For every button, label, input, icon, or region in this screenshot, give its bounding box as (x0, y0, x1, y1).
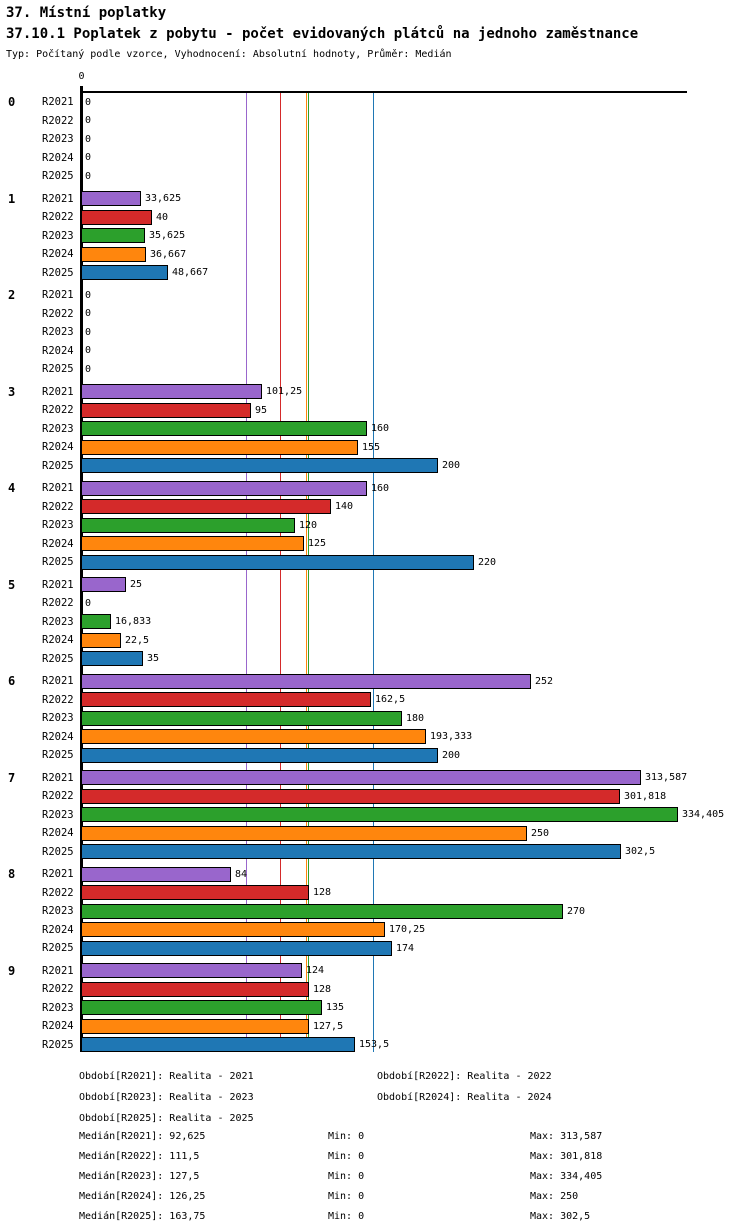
min-stat: Min: 0 (328, 1211, 365, 1222)
series-row-label: R2024 (42, 923, 74, 936)
series-row-label: R2021 (42, 771, 74, 784)
bar (81, 922, 385, 937)
bar (81, 789, 620, 804)
report-section-title: 37. Místní poplatky (6, 5, 167, 21)
bar-row (0, 1036, 750, 1055)
max-stat: Max: 313,587 (530, 1131, 603, 1142)
group-label: 6 (8, 674, 16, 689)
bar (81, 770, 641, 785)
series-row-label: R2022 (42, 597, 74, 610)
value-label: 200 (442, 460, 461, 472)
bar-row (0, 650, 750, 669)
bar-group-1 (0, 190, 750, 283)
bar-row (0, 264, 750, 283)
bar (81, 247, 146, 262)
series-row-label: R2023 (42, 326, 74, 339)
series-row-label: R2023 (42, 808, 74, 821)
bar-group-9 (0, 962, 750, 1055)
value-label: 36,667 (150, 248, 187, 260)
group-label: 0 (8, 95, 16, 110)
bar-group-3 (0, 383, 750, 476)
min-stat: Min: 0 (328, 1151, 365, 1162)
group-label: 8 (8, 867, 16, 882)
series-row-label: R2025 (42, 1038, 74, 1051)
bar-row (0, 167, 750, 186)
series-row-label: R2021 (42, 289, 74, 302)
group-label: 7 (8, 770, 16, 785)
bar (81, 210, 152, 225)
bar (81, 729, 426, 744)
series-row-label: R2021 (42, 482, 74, 495)
median-stat: Medián[R2021]: 92,625 (79, 1131, 206, 1142)
max-stat: Max: 301,818 (530, 1151, 603, 1162)
series-row-label: R2021 (42, 192, 74, 205)
bar-row (0, 227, 750, 246)
bar (81, 711, 402, 726)
max-stat: Max: 250 (530, 1191, 579, 1202)
value-label: 135 (326, 1002, 345, 1014)
bar-row (0, 420, 750, 439)
series-row-label: R2022 (42, 983, 74, 996)
value-label: 160 (371, 482, 390, 494)
value-label: 0 (85, 96, 92, 108)
bar-row (0, 383, 750, 402)
group-label: 9 (8, 963, 16, 978)
value-label: 270 (567, 905, 586, 917)
median-stat: Medián[R2022]: 111,5 (79, 1151, 200, 1162)
bar-row (0, 884, 750, 903)
value-label: 0 (85, 152, 92, 164)
value-label: 33,625 (145, 193, 182, 205)
bar-row (0, 112, 750, 131)
bar (81, 904, 563, 919)
series-row-label: R2022 (42, 307, 74, 320)
chart-meta-info: Typ: Počítaný podle vzorce, Vyhodnocení: Absolutní hodnoty, Průměr: Medián (6, 49, 452, 60)
value-label: 48,667 (172, 267, 209, 279)
series-row-label: R2025 (42, 556, 74, 569)
bar-row (0, 149, 750, 168)
bar-row (0, 787, 750, 806)
period-legend-item: Období[R2025]: Realita - 2025 (79, 1113, 254, 1124)
bar (81, 555, 474, 570)
bar-row (0, 438, 750, 457)
bar-row (0, 999, 750, 1018)
bar-group-6 (0, 672, 750, 765)
series-row-label: R2024 (42, 1020, 74, 1033)
bar-row (0, 323, 750, 342)
series-row-label: R2023 (42, 615, 74, 628)
series-row-label: R2023 (42, 519, 74, 532)
bar (81, 692, 371, 707)
bar-row (0, 769, 750, 788)
value-label: 313,587 (645, 772, 688, 784)
value-label: 252 (535, 675, 554, 687)
bar (81, 499, 331, 514)
group-label: 5 (8, 577, 16, 592)
value-label: 25 (130, 579, 143, 591)
bar-row (0, 1017, 750, 1036)
bar-row (0, 962, 750, 981)
series-row-label: R2022 (42, 211, 74, 224)
series-row-label: R2022 (42, 886, 74, 899)
bar-row (0, 613, 750, 632)
stats-row (79, 1187, 739, 1207)
min-stat: Min: 0 (328, 1191, 365, 1202)
value-label: 128 (313, 983, 332, 995)
bar-row (0, 728, 750, 747)
series-row-label: R2025 (42, 942, 74, 955)
bar (81, 1019, 309, 1034)
bar-row (0, 342, 750, 361)
value-label: 124 (306, 965, 325, 977)
bar-group-2 (0, 286, 750, 379)
series-row-label: R2025 (42, 845, 74, 858)
period-legend (79, 1066, 739, 1129)
value-label: 302,5 (625, 846, 656, 858)
bar-row (0, 130, 750, 149)
period-legend-item: Období[R2021]: Realita - 2021 (79, 1071, 254, 1082)
value-label: 153,5 (359, 1039, 390, 1051)
period-legend-item: Období[R2024]: Realita - 2024 (377, 1092, 552, 1103)
bar-row (0, 457, 750, 476)
value-label: 170,25 (389, 924, 426, 936)
bar-row (0, 245, 750, 264)
bar-row (0, 576, 750, 595)
bar-row (0, 824, 750, 843)
bar (81, 807, 678, 822)
bar (81, 518, 295, 533)
series-row-label: R2024 (42, 248, 74, 261)
bar-row (0, 746, 750, 765)
bar-row (0, 208, 750, 227)
value-label: 84 (235, 868, 248, 880)
series-row-label: R2023 (42, 133, 74, 146)
stats-row (79, 1127, 739, 1147)
min-stat: Min: 0 (328, 1131, 365, 1142)
bar (81, 748, 438, 763)
bar-row (0, 93, 750, 112)
value-label: 200 (442, 749, 461, 761)
series-row-label: R2024 (42, 730, 74, 743)
bar (81, 963, 302, 978)
series-row-label: R2025 (42, 749, 74, 762)
bar (81, 458, 438, 473)
bar (81, 228, 145, 243)
bar-row (0, 535, 750, 554)
bar (81, 577, 126, 592)
series-row-label: R2023 (42, 422, 74, 435)
value-label: 101,25 (266, 386, 303, 398)
value-label: 0 (85, 326, 92, 338)
bar-row (0, 921, 750, 940)
bar-row (0, 594, 750, 613)
bar (81, 982, 309, 997)
bar-group-7 (0, 769, 750, 862)
group-label: 3 (8, 384, 16, 399)
bar-row (0, 479, 750, 498)
max-stat: Max: 302,5 (530, 1211, 591, 1222)
value-label: 0 (85, 115, 92, 127)
bar-row (0, 939, 750, 958)
value-label: 0 (85, 308, 92, 320)
series-row-label: R2023 (42, 229, 74, 242)
group-label: 2 (8, 288, 16, 303)
bar-group-0 (0, 93, 750, 186)
bar (81, 191, 141, 206)
series-row-label: R2021 (42, 964, 74, 977)
value-label: 155 (362, 441, 381, 453)
bar (81, 384, 262, 399)
bar (81, 536, 304, 551)
value-label: 334,405 (682, 809, 725, 821)
median-stat: Medián[R2025]: 163,75 (79, 1211, 206, 1222)
series-row-label: R2021 (42, 578, 74, 591)
stats-row (79, 1147, 739, 1167)
value-label: 127,5 (313, 1020, 344, 1032)
value-label: 160 (371, 423, 390, 435)
series-row-label: R2022 (42, 500, 74, 513)
period-legend-item: Období[R2023]: Realita - 2023 (79, 1092, 254, 1103)
value-label: 0 (85, 597, 92, 609)
value-label: 125 (308, 538, 327, 550)
bar-group-8 (0, 865, 750, 958)
bar-group-5 (0, 576, 750, 669)
stats-row (79, 1167, 739, 1187)
bar (81, 844, 621, 859)
bar (81, 481, 367, 496)
bar (81, 614, 111, 629)
bar-row (0, 980, 750, 999)
series-row-label: R2025 (42, 170, 74, 183)
value-label: 0 (85, 170, 92, 182)
value-label: 0 (85, 363, 92, 375)
bar (81, 674, 531, 689)
series-row-label: R2024 (42, 634, 74, 647)
series-row-label: R2024 (42, 537, 74, 550)
series-row-label: R2025 (42, 652, 74, 665)
value-label: 35,625 (149, 230, 186, 242)
value-label: 220 (478, 556, 497, 568)
value-label: 0 (85, 289, 92, 301)
bar-row (0, 806, 750, 825)
bar-row (0, 498, 750, 517)
series-row-label: R2024 (42, 441, 74, 454)
bar (81, 1000, 322, 1015)
bar-row (0, 553, 750, 572)
value-label: 35 (147, 653, 160, 665)
bar (81, 1037, 355, 1052)
bar-row (0, 190, 750, 209)
series-row-label: R2022 (42, 693, 74, 706)
value-label: 40 (156, 211, 169, 223)
group-label: 4 (8, 481, 16, 496)
bar (81, 885, 309, 900)
value-label: 128 (313, 887, 332, 899)
bar-row (0, 360, 750, 379)
value-label: 0 (85, 133, 92, 145)
bar-chart (0, 68, 750, 1063)
series-row-label: R2023 (42, 712, 74, 725)
bar-row (0, 865, 750, 884)
value-label: 193,333 (430, 731, 473, 743)
bar-row (0, 305, 750, 324)
bar-row (0, 843, 750, 862)
series-row-label: R2021 (42, 385, 74, 398)
min-stat: Min: 0 (328, 1171, 365, 1182)
x-axis-zero-tick-label: 0 (78, 71, 85, 82)
bar-row (0, 286, 750, 305)
median-stat: Medián[R2024]: 126,25 (79, 1191, 206, 1202)
value-label: 16,833 (115, 616, 152, 628)
value-label: 162,5 (375, 694, 406, 706)
value-label: 140 (335, 501, 354, 513)
series-row-label: R2025 (42, 363, 74, 376)
series-row-label: R2024 (42, 827, 74, 840)
series-row-label: R2024 (42, 151, 74, 164)
value-label: 174 (396, 942, 415, 954)
bar (81, 403, 251, 418)
stats-row (79, 1207, 739, 1227)
value-label: 301,818 (624, 790, 667, 802)
bar (81, 941, 392, 956)
bar-row (0, 672, 750, 691)
group-label: 1 (8, 191, 16, 206)
bar (81, 651, 143, 666)
bar (81, 633, 121, 648)
series-row-label: R2023 (42, 1001, 74, 1014)
value-label: 120 (299, 519, 318, 531)
bar-row (0, 691, 750, 710)
series-row-label: R2021 (42, 96, 74, 109)
series-row-label: R2021 (42, 675, 74, 688)
value-label: 95 (255, 404, 268, 416)
value-label: 22,5 (125, 634, 150, 646)
statistics-block (79, 1127, 739, 1227)
series-row-label: R2021 (42, 868, 74, 881)
median-stat: Medián[R2023]: 127,5 (79, 1171, 200, 1182)
bar (81, 265, 168, 280)
bar (81, 440, 358, 455)
bar-row (0, 401, 750, 420)
series-row-label: R2022 (42, 404, 74, 417)
series-row-label: R2025 (42, 266, 74, 279)
bar-row (0, 631, 750, 650)
value-label: 180 (406, 712, 425, 724)
series-row-label: R2023 (42, 905, 74, 918)
bar-row (0, 516, 750, 535)
value-label: 0 (85, 345, 92, 357)
bar (81, 421, 367, 436)
series-row-label: R2025 (42, 459, 74, 472)
bar (81, 867, 231, 882)
value-label: 250 (531, 827, 550, 839)
series-row-label: R2022 (42, 790, 74, 803)
bar-groups (0, 93, 750, 1054)
series-row-label: R2022 (42, 114, 74, 127)
chart-title: 37.10.1 Poplatek z pobytu - počet evidovaných plátců na jednoho zaměstnance (6, 26, 639, 42)
bar-row (0, 902, 750, 921)
bar-group-4 (0, 479, 750, 572)
bar-row (0, 709, 750, 728)
period-legend-item: Období[R2022]: Realita - 2022 (377, 1071, 552, 1082)
bar (81, 826, 527, 841)
max-stat: Max: 334,405 (530, 1171, 603, 1182)
series-row-label: R2024 (42, 344, 74, 357)
